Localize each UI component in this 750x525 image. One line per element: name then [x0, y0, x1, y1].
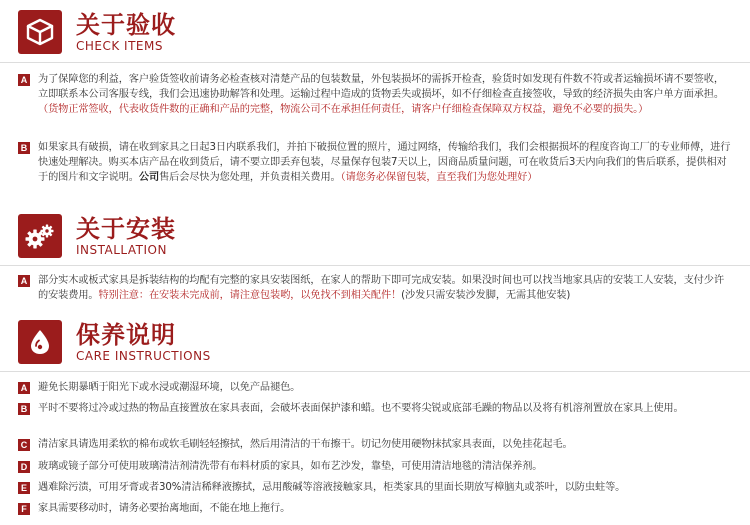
care-item-a	[18, 380, 733, 395]
installation-subtitle: INSTALLATION	[76, 242, 167, 257]
care-item-d	[18, 459, 733, 474]
item-text-body: 部分实木或板式家具是拆装结构的均配有完整的家具安装图纸，在家人的帮助下即可完成安装。如果没时间也可以找当地家具店的安装工人安装，支付少许的安装费用。	[38, 275, 724, 301]
item-badge: E	[18, 482, 30, 494]
check-items-title: 关于验收	[76, 10, 176, 39]
care-item-c	[18, 437, 733, 452]
item-text: 避免长期暴晒于阳光下或水浸或潮湿环境，以免产品褪色。	[38, 382, 301, 393]
care-subtitle: CARE INSTRUCTIONS	[76, 348, 211, 363]
check-items-header	[18, 8, 176, 56]
item-badge: A	[18, 74, 30, 86]
care-title: 保养说明	[76, 320, 176, 349]
divider	[0, 371, 750, 372]
item-badge: B	[18, 403, 30, 415]
item-badge: D	[18, 461, 30, 473]
item-badge: A	[18, 382, 30, 394]
item-text	[38, 273, 733, 303]
item-badge: C	[18, 439, 30, 451]
item-badge: B	[18, 142, 30, 154]
item-badge: F	[18, 503, 30, 515]
item-text	[38, 140, 733, 185]
package-box-icon	[18, 10, 62, 54]
item-text-warning: （请您务必保留包装，直至我们为您处理好）	[340, 172, 538, 183]
item-text-bold: 公司	[138, 172, 160, 183]
item-text	[38, 72, 733, 117]
care-item-b	[18, 401, 733, 416]
item-text: 玻璃或镜子部分可使用玻璃清洁剂清洗带有布料材质的家具，如布艺沙发，靠垫，可使用清洁地毯的清洁保养剂。	[38, 461, 543, 472]
item-text-body: 如果家具有破损，请在收到家具之日起3日内联系我们，并拍下破损位置的照片，通过网络，传输给我们，我们会根据损坏的程度咨询工厂的专业师傅，进行快速处理解决。购买本店产品在收到货后，请不要立即丢弃包装，尽量保存包装7天以上，因商品质量问题，可在收货后3天内向我们的售后联系，提供相对于的图片和文字说明。	[38, 142, 731, 183]
item-text: 清洁家具请选用柔软的棉布或软毛刷轻轻擦拭，然后用清洁的干布擦干。切记勿使用硬物抹拭家具表面，以免挂花起毛。	[38, 439, 573, 450]
divider	[0, 265, 750, 266]
install-item-a	[18, 273, 733, 303]
check-item-a	[18, 72, 733, 117]
divider	[0, 62, 750, 63]
item-text: 家具需要移动时，请务必要抬离地面，不能在地上拖行。	[38, 503, 291, 514]
item-text-warning: （货物正常签收，代表收货件数的正确和产品的完整，物流公司不在承担任何责任，请客户仔细检查保障双方权益，避免不必要的损失。）	[38, 104, 649, 115]
care-item-e	[18, 480, 733, 495]
item-text-body-2: 售后会尽快为您处理，并负责相关费用。	[159, 172, 341, 183]
item-text: 遇难除污渍，可用牙膏或者30%清洁稀释液擦拭，忌用酸碱等溶液接触家具，柜类家具的里面长期放写樟脑丸或茶叶，以防虫蛀等。	[38, 482, 626, 493]
item-text-warning: 特别注意：在安装未完成前，请注意包装哟，以免找不到相关配件！	[98, 290, 402, 301]
item-badge: A	[18, 275, 30, 287]
water-drop-icon	[18, 320, 62, 364]
item-text-note: (沙发只需安装沙发脚，无需其他安装)	[401, 290, 571, 301]
care-header	[18, 318, 211, 366]
item-text: 平时不要将过冷或过热的物品直接置放在家具表面，会破坏表面保护漆和蜡。也不要将尖锐或底部毛躁的物品以及将有机溶剂置放在家具上使用。	[38, 403, 684, 414]
care-item-f	[18, 501, 733, 516]
gears-icon	[18, 214, 62, 258]
check-items-subtitle: CHECK ITEMS	[76, 38, 163, 53]
check-item-b	[18, 140, 733, 185]
installation-header	[18, 212, 176, 260]
item-text-body: 为了保障您的利益，客户验货签收前请务必检查核对清楚产品的包装数量，外包装损坏的需拆开检查，验货时如发现有件数不符或者运输损坏请不要签收，立即联系本公司客服专线，我们会迅速协助解答和处理。运输过程中造成的货物丢失或损坏，如不仔细检查直接签收，导致的经济损失由客户单方面承担。	[38, 74, 724, 100]
installation-title: 关于安装	[76, 214, 176, 243]
